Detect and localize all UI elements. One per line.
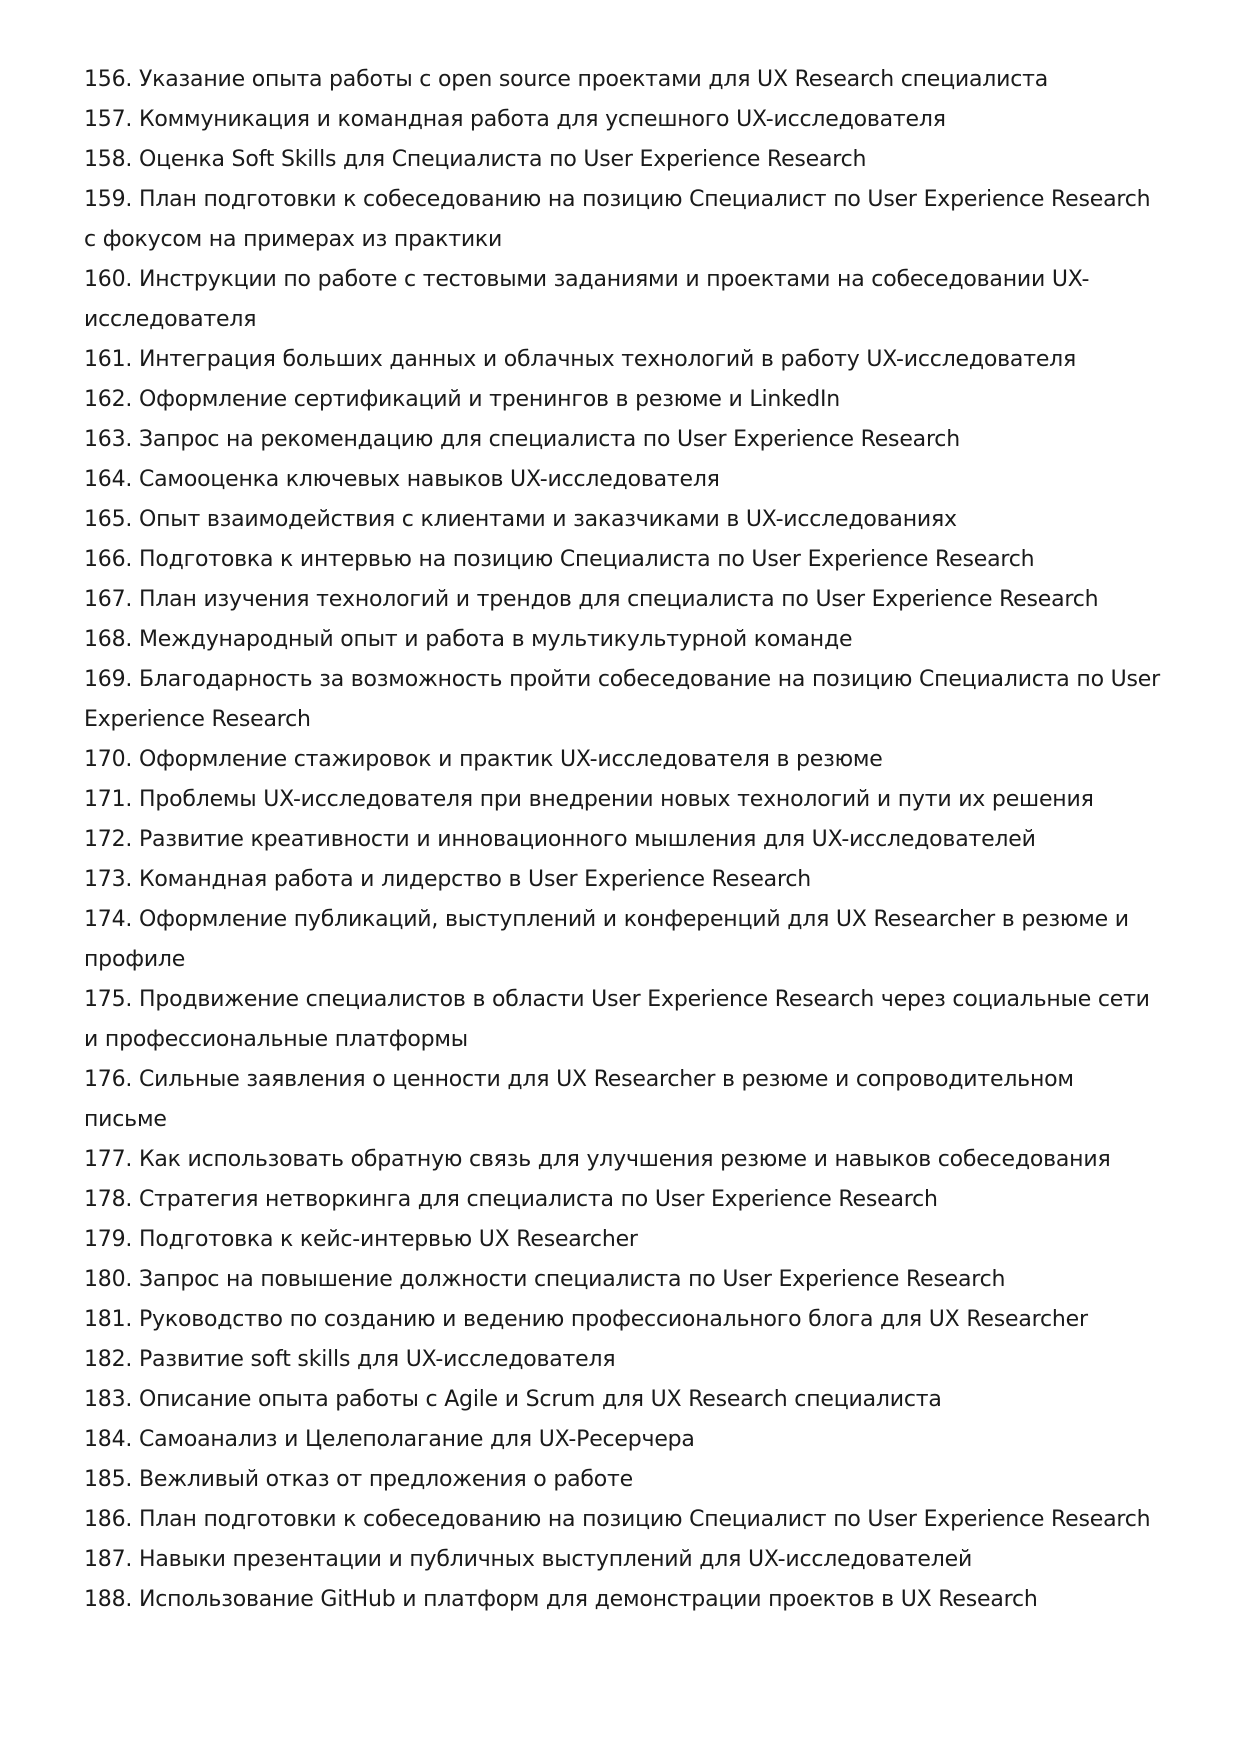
list-item: 173. Командная работа и лидерство в User Experience Research <box>84 867 811 892</box>
list-item: 176. Сильные заявления о ценности для UX Researcher в резюме и сопроводительном письме <box>84 1067 1074 1132</box>
list-item: 161. Интеграция больших данных и облачных технологий в работу UX-исследователя <box>84 347 1077 372</box>
list-item: 177. Как использовать обратную связь для улучшения резюме и навыков собеседования <box>84 1147 1111 1172</box>
list-item: 156. Указание опыта работы с open source проектами для UX Research специалиста <box>84 67 1049 92</box>
list-item: 185. Вежливый отказ от предложения о работе <box>84 1467 633 1492</box>
list-item: 181. Руководство по созданию и ведению профессионального блога для UX Researcher <box>84 1307 1088 1332</box>
list-item: 175. Продвижение специалистов в области User Experience Research через социальные сети и профессиональные платформы <box>84 987 1150 1052</box>
list-item: 169. Благодарность за возможность пройти собеседование на позицию Специалиста по User Experience Research <box>84 667 1160 732</box>
topic-list <box>84 60 1160 1620</box>
list-item: 159. План подготовки к собеседованию на позицию Специалист по User Experience Research с фокусом на примерах из практики <box>84 187 1151 252</box>
list-item: 170. Оформление стажировок и практик UX-исследователя в резюме <box>84 747 883 772</box>
list-item: 183. Описание опыта работы с Agile и Scrum для UX Research специалиста <box>84 1387 942 1412</box>
list-item: 180. Запрос на повышение должности специалиста по User Experience Research <box>84 1267 1006 1292</box>
list-item: 187. Навыки презентации и публичных выступлений для UX-исследователей <box>84 1547 973 1572</box>
list-item: 164. Самооценка ключевых навыков UX-исследователя <box>84 467 720 492</box>
list-item: 182. Развитие soft skills для UX-исследователя <box>84 1347 616 1372</box>
document-page <box>84 60 1160 1620</box>
list-item: 167. План изучения технологий и трендов для специалиста по User Experience Research <box>84 587 1099 612</box>
list-item: 179. Подготовка к кейс-интервью UX Researcher <box>84 1227 638 1252</box>
list-item: 184. Самоанализ и Целеполагание для UX-Ресерчера <box>84 1427 695 1452</box>
list-item: 188. Использование GitHub и платформ для демонстрации проектов в UX Research <box>84 1587 1038 1612</box>
list-item: 186. План подготовки к собеседованию на позицию Специалист по User Experience Research <box>84 1507 1151 1532</box>
list-item: 166. Подготовка к интервью на позицию Специалиста по User Experience Research <box>84 547 1035 572</box>
list-item: 172. Развитие креативности и инновационного мышления для UX-исследователей <box>84 827 1036 852</box>
list-item: 157. Коммуникация и командная работа для успешного UX-исследователя <box>84 107 946 132</box>
list-item: 158. Оценка Soft Skills для Специалиста по User Experience Research <box>84 147 867 172</box>
list-item: 160. Инструкции по работе с тестовыми заданиями и проектами на собеседовании UX-исследователя <box>84 267 1090 332</box>
list-item: 165. Опыт взаимодействия с клиентами и заказчиками в UX-исследованиях <box>84 507 957 532</box>
list-item: 168. Международный опыт и работа в мультикультурной команде <box>84 627 853 652</box>
list-item: 174. Оформление публикаций, выступлений и конференций для UX Researcher в резюме и профиле <box>84 907 1129 972</box>
list-item: 163. Запрос на рекомендацию для специалиста по User Experience Research <box>84 427 960 452</box>
list-item: 178. Стратегия нетворкинга для специалиста по User Experience Research <box>84 1187 938 1212</box>
list-item: 171. Проблемы UX-исследователя при внедрении новых технологий и пути их решения <box>84 787 1094 812</box>
list-item: 162. Оформление сертификаций и тренингов в резюме и LinkedIn <box>84 387 841 412</box>
